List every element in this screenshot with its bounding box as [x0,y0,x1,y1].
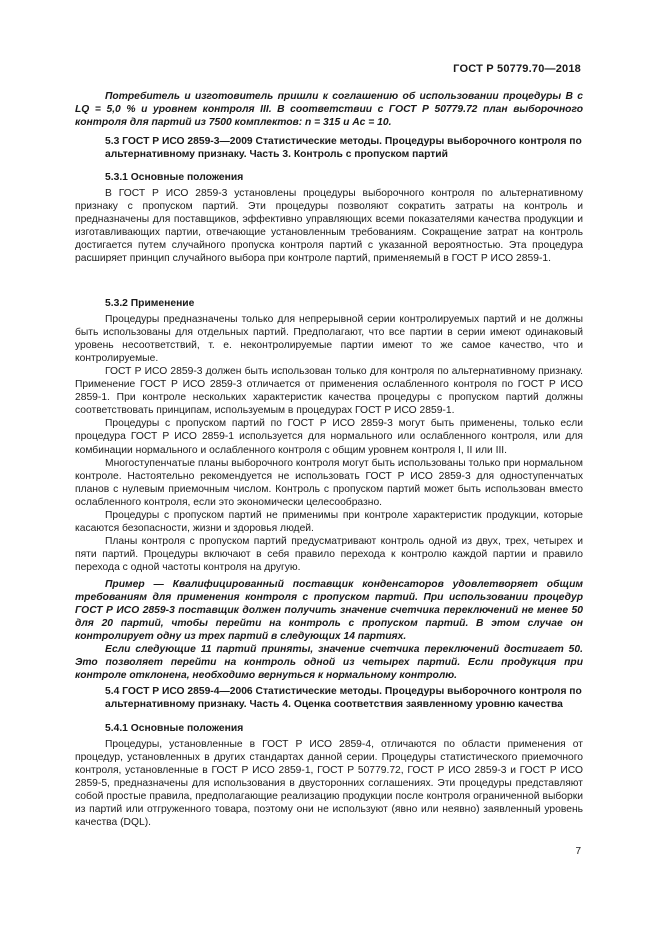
capacitor-example [75,578,583,682]
section-5-4-1 [75,722,583,829]
section-5-3-1-text: В ГОСТ Р ИСО 2859-3 установлены процедуры выборочного контроля по альтернативному признаку с пропуском партий. Эти процедуры позволяют сократить затраты на контроль и предназначены для поставщиков, эффективно управляющих всеми показателями качества продукции и изготавливающих партии, отвечающие установленным требованиям. Сокращение затрат на контроль достигается путем случайного пропуска контроля партий с указанной вероятностью. Эта процедура расширяет принцип случайного выбора при контроле партий, применяемый в ГОСТ Р ИСО 2859-1. [75,188,583,265]
section-5-3-2-paragraph: Многоступенчатые планы выборочного контроля могут быть использованы только при нормальном контроле. Настоятельно рекомендуется не использовать ГОСТ Р ИСО 2859-3 для одноступенчатых планов с нулевым приемочным числом. Контроль с пропуском партий может быть использован вместо ослабленного контроля, если это экономически целесообразно. [75,457,583,508]
example-paragraph: Пример — Квалифицированный поставщик конденсаторов удовлетворяет общим требованиям для применения контроля с пропуском партий. При использовании процедур ГОСТ Р ИСО 2859-3 поставщик должен получить значение счетчика переключений не менее 50 для 20 партий, чтобы перейти на контроль с пропуском партий. В этом случае он контролирует одну из трех партий в следующих 14 партиях. [75,579,583,643]
document-id-header: ГОСТ Р 50779.70—2018 [453,63,581,75]
section-5-3 [75,135,583,161]
section-5-4-heading: 5.4 ГОСТ Р ИСО 2859-4—2006 Статистические методы. Процедуры выборочного контроля по альтернативному признаку. Часть 4. Оценка соответствия заявленному уровню качества [105,686,582,711]
section-5-3-heading: 5.3 ГОСТ Р ИСО 2859-3—2009 Статистические методы. Процедуры выборочного контроля по альтернативному признаку. Часть 3. Контроль с пропуском партий [105,136,582,161]
example-paragraph: Если следующие 11 партий приняты, значение счетчика переключений достигает 50. Это позволяет перейти на контроль одной из четырех партий. Если продукция при контроле отклонена, необходимо вернуться к нормальному контролю. [75,644,583,682]
section-5-4 [75,685,583,711]
intro-example [75,90,583,129]
section-5-3-1-heading: 5.3.1 Основные положения [105,172,244,183]
page-number: 7 [575,846,581,857]
section-5-3-1 [75,171,583,265]
section-5-3-2-paragraph: Процедуры с пропуском партий по ГОСТ Р ИСО 2859-3 могут быть применены, только если процедура ГОСТ Р ИСО 2859-1 используется для нормального или ослабленного контроля, или для комбинации нормального и ослабленного контроля с общим уровнем контроля I, II или III. [75,418,583,456]
section-5-3-2-heading: 5.3.2 Применение [105,298,195,309]
section-5-3-2-paragraph: ГОСТ Р ИСО 2859-3 должен быть использован только для контроля по альтернативному признаку. Применение ГОСТ Р ИСО 2859-3 отличается от применения ослабленного контроля по ГОСТ Р ИСО 2859-1. При контроле нескольких характеристик качества процедуры с пропуском партий должны соответствовать принципам, используемым в процедурах ГОСТ Р ИСО 2859-1. [75,366,583,417]
section-5-3-2-paragraph: Процедуры с пропуском партий не применимы при контроле характеристик продукции, которые касаются безопасности, жизни и здоровья людей. [75,509,583,534]
intro-example-text: Потребитель и изготовитель пришли к соглашению об использовании процедуры В с LQ = 5,0 % и уровнем контроля III. В соответствии с ГОСТ Р 50779.72 план выборочного контроля для партий из 7500 комплектов: n = 315 и Ac = 10. [75,91,583,129]
section-5-4-1-heading: 5.4.1 Основные положения [105,723,244,734]
section-5-4-1-text: Процедуры, установленные в ГОСТ Р ИСО 2859-4, отличаются по области применения от процедур, установленных в других стандартах данной серии. Процедуры статистического приемочного контроля, установленные в ГОСТ Р ИСО 2859-1, ГОСТ Р 50779.72, ГОСТ Р ИСО 2859-3 и ГОСТ Р ИСО 2859-5, предназначены для использования в двусторонних соглашениях. Эти процедуры представляют собой простые правила, предполагающие реализацию продукции после контроля ограниченной выборки из партий или отгруженного товара, поэтому они не используют (явно или неявно) заявленный уровень качества (DQL). [75,739,583,829]
section-5-3-2-paragraph: Процедуры предназначены только для непрерывной серии контролируемых партий и не должны быть использованы для отдельных партий. Предполагают, что все партии в серии имеют одинаковый уровень несоответствий, т. е. неконтролируемые партии имеют то же самое качество, что и контролируемые. [75,314,583,365]
section-5-3-2-paragraph: Планы контроля с пропуском партий предусматривают контроль одной из двух, трех, четырех и пяти партий. Процедуры включают в себя правило перехода к контролю каждой партии и правило перехода с одной частоты контроля на другую. [75,535,583,573]
section-5-3-2 [75,297,583,574]
